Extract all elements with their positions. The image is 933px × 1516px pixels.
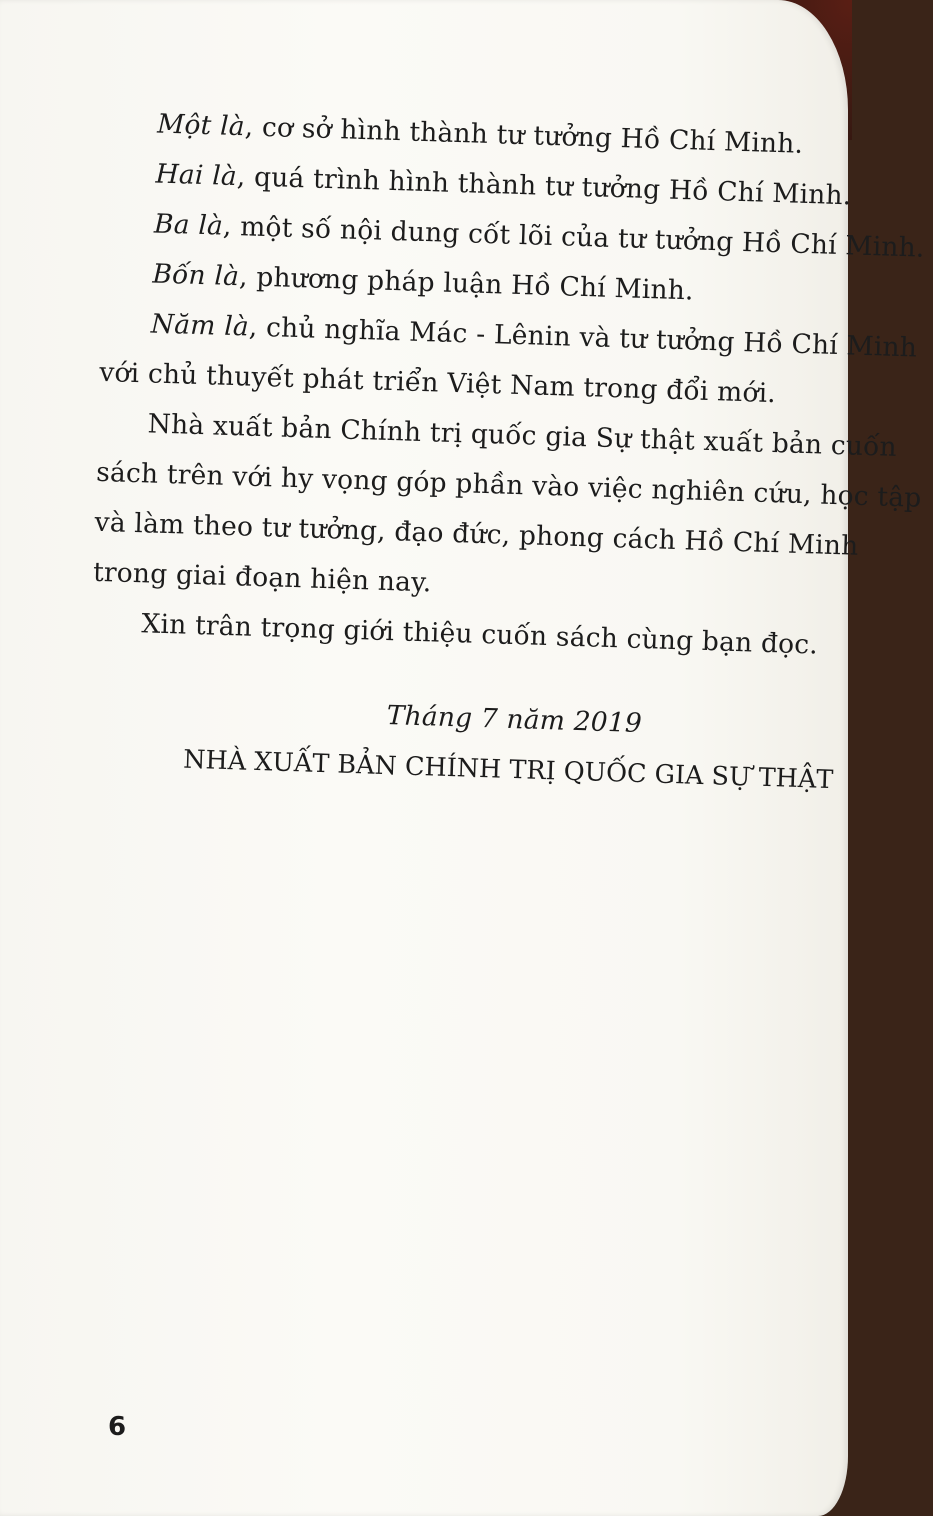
point-five-continued: với chủ thuyết phát triển Việt Nam trong đổi mới.	[98, 356, 777, 410]
publisher-signature: NHÀ XUẤT BẢN CHÍNH TRỊ QUỐC GIA SỰ THẬT	[182, 744, 834, 796]
point-text: , chủ nghĩa Mác - Lênin và tư tưởng Hồ Chí Minh	[248, 311, 918, 364]
point-text: , phương pháp luận Hồ Chí Minh.	[238, 261, 695, 307]
point-label: Ba là	[153, 208, 224, 242]
point-label: Bốn là	[152, 258, 240, 293]
introduction-line: Xin trân trọng giới thiệu cuốn sách cùng bạn đọc.	[141, 608, 819, 661]
point-text: , quá trình hình thành tư tưởng Hồ Chí Minh.	[236, 161, 852, 212]
date-line: Tháng 7 năm 2019	[386, 700, 643, 740]
page-number: 6	[108, 1412, 127, 1442]
closing-paragraph-line: sách trên với hy vọng góp phần vào việc nghiên cứu, học tập	[95, 456, 922, 514]
page-body	[87, 98, 926, 804]
point-text: , một số nội dung cốt lõi của tư tưởng Hồ Chí Minh.	[222, 210, 926, 264]
closing-paragraph-line: Nhà xuất bản Chính trị quốc gia Sự thật xuất bản cuốn	[147, 408, 898, 463]
closing-paragraph-line: và làm theo tư tưởng, đạo đức, phong cách Hồ Chí Minh	[94, 506, 859, 562]
point-label: Một là	[156, 108, 246, 143]
closing-paragraph-line: trong giai đoạn hiện nay.	[92, 556, 432, 599]
point-label: Năm là	[150, 308, 250, 343]
point-text: , cơ sở hình thành tư tưởng Hồ Chí Minh.	[244, 111, 804, 160]
point-label: Hai là	[155, 158, 238, 193]
